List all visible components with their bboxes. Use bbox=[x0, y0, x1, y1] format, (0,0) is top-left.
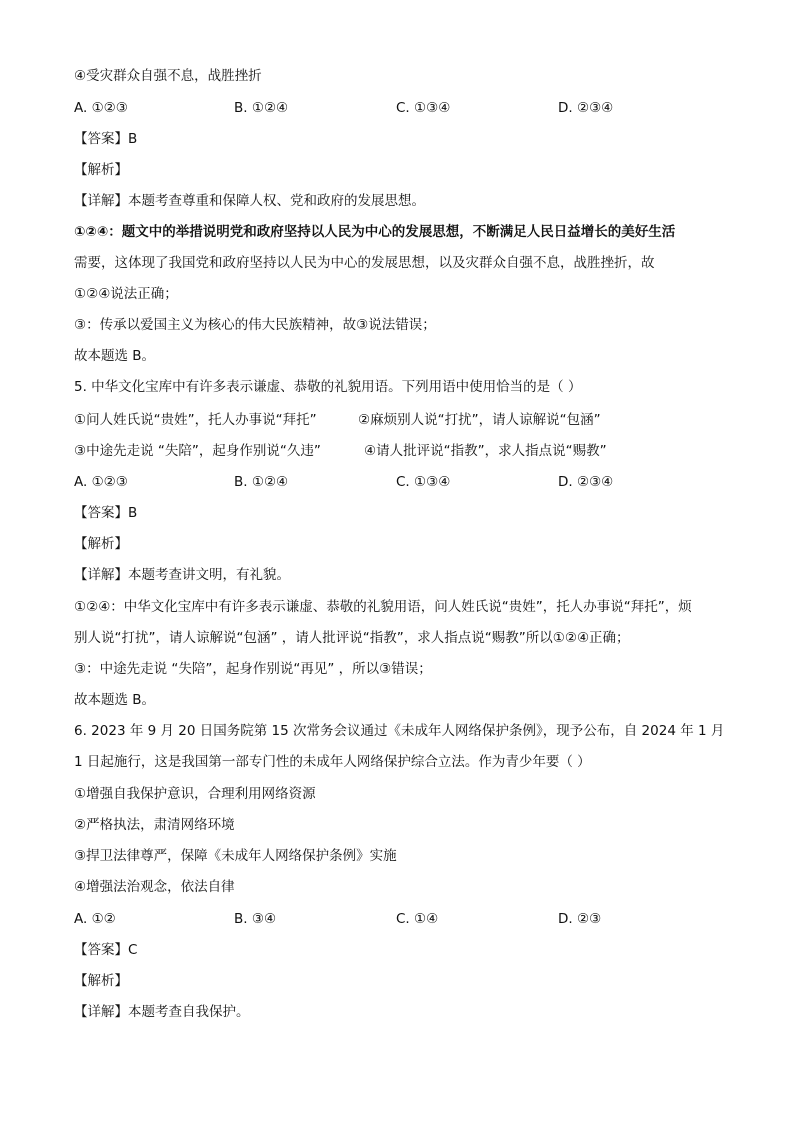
analysis-label: 【解析】 bbox=[74, 162, 128, 178]
statement-4: ④受灾群众自强不息，战胜挫折 bbox=[74, 68, 262, 84]
option-b: B. ①②④ bbox=[234, 474, 289, 490]
option-a: A. ①②③ bbox=[74, 474, 128, 490]
detail-text: 【详解】本题考查讲文明，有礼貌。 bbox=[74, 567, 290, 583]
analysis-label: 【解析】 bbox=[74, 973, 128, 989]
option-b: B. ①②④ bbox=[234, 100, 289, 116]
option-b: B. ③④ bbox=[234, 911, 277, 927]
detail-text: 【详解】本题考查自我保护。 bbox=[74, 1004, 250, 1020]
question-6-stem: 1 日起施行，这是我国第一部专门性的未成年人网络保护综合立法。作为青少年要（ ） bbox=[74, 754, 591, 770]
question-6-stem: 6. 2023 年 9 月 20 日国务院第 15 次常务会议通过《未成年人网络保护条例》，现予公布，自 2024 年 1 月 bbox=[74, 723, 725, 739]
explanation-line: ③：传承以爱国主义为核心的伟大民族精神，故③说法错误； bbox=[74, 317, 436, 333]
statement-1: ①问人姓氏说“贵姓”，托人办事说“拜托” bbox=[74, 412, 317, 428]
option-a: A. ①② bbox=[74, 911, 116, 927]
conclusion-text: 故本题选 B。 bbox=[74, 348, 156, 364]
conclusion-text: 故本题选 B。 bbox=[74, 692, 156, 708]
explanation-line: ①②④：题文中的举措说明党和政府坚持以人民为中心的发展思想，不断满足人民日益增长的美好生活 bbox=[74, 224, 676, 240]
explanation-line: 别人说“打扰”，请人谅解说“包涵” ，请人批评说“指教”，求人指点说“赐教”所以①②④正确； bbox=[74, 630, 630, 646]
option-a: A. ①②③ bbox=[74, 100, 128, 116]
option-d: D. ②③ bbox=[558, 911, 602, 927]
analysis-label: 【解析】 bbox=[74, 536, 128, 552]
statement-2: ②严格执法，肃清网络环境 bbox=[74, 817, 235, 833]
statement-1: ①增强自我保护意识，合理利用网络资源 bbox=[74, 786, 316, 802]
detail-text: 【详解】本题考查尊重和保障人权、党和政府的发展思想。 bbox=[74, 193, 425, 209]
explanation-line: ③：中途先走说 “失陪”，起身作别说“再见” ，所以③错误； bbox=[74, 661, 432, 677]
answer-label: 【答案】C bbox=[74, 942, 138, 958]
option-c: C. ①③④ bbox=[396, 100, 451, 116]
explanation-line: ①②④：中华文化宝库中有许多表示谦虚、恭敬的礼貌用语，问人姓氏说“贵姓”，托人办事说“拜托”，烦 bbox=[74, 599, 692, 615]
statement-4: ④增强法治观念，依法自律 bbox=[74, 879, 235, 895]
option-c: C. ①④ bbox=[396, 911, 439, 927]
explanation-line: ①②④说法正确； bbox=[74, 286, 178, 302]
statement-3: ③捍卫法律尊严，保障《未成年人网络保护条例》实施 bbox=[74, 848, 397, 864]
answer-label: 【答案】B bbox=[74, 131, 138, 147]
option-d: D. ②③④ bbox=[558, 474, 614, 490]
explanation-line: 需要，这体现了我国党和政府坚持以人民为中心的发展思想，以及灾群众自强不息，战胜挫折，故 bbox=[74, 255, 655, 271]
statement-2: ②麻烦别人说“打扰”，请人谅解说“包涵” bbox=[358, 412, 601, 428]
statement-4: ④请人批评说“指教”，求人指点说“赐教” bbox=[364, 443, 607, 459]
statement-3: ③中途先走说 “失陪”，起身作别说“久违” bbox=[74, 443, 321, 459]
option-c: C. ①③④ bbox=[396, 474, 451, 490]
answer-label: 【答案】B bbox=[74, 505, 138, 521]
question-5-stem: 5. 中华文化宝库中有许多表示谦虚、恭敬的礼貌用语。下列用语中使用恰当的是（ ） bbox=[74, 379, 582, 395]
option-d: D. ②③④ bbox=[558, 100, 614, 116]
